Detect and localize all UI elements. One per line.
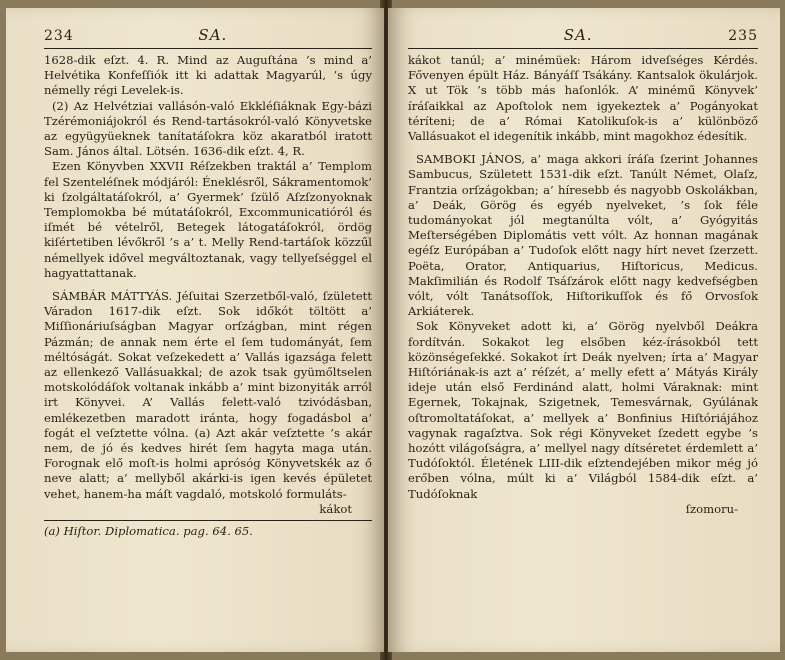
right-body-text bbox=[408, 53, 758, 502]
left-paragraph-1: 1628-dik eſzt. 4. R. Mind az Auguſtána ’s mind a’ Helvétika Konfeſſiók itt ki adattak Magyarúl, ’s úgy némelly régi Levelek-is. bbox=[44, 53, 372, 98]
left-header-rule bbox=[44, 48, 372, 49]
right-running-title: SA. bbox=[563, 26, 593, 44]
right-page bbox=[388, 8, 780, 652]
footnote-rule bbox=[44, 520, 372, 521]
left-page bbox=[6, 8, 384, 652]
left-page-number: 234 bbox=[44, 28, 74, 44]
left-footnote: (a) Hiſtor. Diplomatica. pag. 64. 65. bbox=[44, 523, 253, 538]
right-paragraph-2: SAMBOKI JÁNOS, a’ maga akkori íráſa ſzerint Johannes Sambucus, Született 1531-dik eſzt. Tanúlt Német, Olaſz, Frantzia orſzágokban; a’ híresebb és nagyobb Oskolákban, a’ Deák, Görög és egyéb nyelveket, ’s ſok féle tudományokat jól megtanúlta vólt, a’ Gyógyitás Meſterségében Diplomátis vett vólt. Az honnan magának egéſz Európában a’ Tudoſok előtt nagy hírt nevet ſzerzett. Poëta, Orator, Antiquarius, Hiſtoricus, Medicus. Makſimilián és Rodolf Tsáſzárok előtt nagy kedvefségben vólt, vólt Tanátsoſſok, Hiſtorikuſſok és fő Orvosſok Arkiáterek. bbox=[408, 152, 758, 319]
left-body-text bbox=[44, 53, 372, 502]
left-paragraph-2: (2) Az Helvétziai vallásón-való Ekkléſiáknak Egy-bázi Tzérémoniájokról és Rend-tartásokról-való Könyvetske az együgyüeknek tanítatáſokra köz akaratból iratott Sam. János által. Lötsén. 1636-dik eſzt. 4, R. bbox=[44, 98, 372, 159]
right-catchword: ſzomoru- bbox=[685, 501, 738, 516]
left-paragraph-4: SÁMBÁR MÁTTYÁS. Jéſuitai Szerzetből-való, ſzületett Váradon 1617-dik eſzt. Sok időkót töltött a’ Miſſionáriuſságban Magyar orſzágban, mint régen Pázmán; de annak nem érte el ſem tudományát, ſem méltóságát. Sokat veſzekedett a’ Vallás igazsága felett az ellenkező Vallásuakkal; de azok tsak gyümőltselen motskolódáſok voltanak inkább a’ mint bizonyiták arról irt Könyvei. A’ Vallás felett-való tzivódásban, emlékezetben maradott iránta, hogy fogadásbol a’ fogát el veſztette vólna. (a) Azt akár veſztette ’s akár nem, de jó és kedves hirét ſem hagyta maga után. Forognak elő moſt-is holmi aprósóg Könyvetskék az ő neve alatt; a’ mellyből akárki-is igen kevés épületet vehet, hanem-ha máſt vagdaló, motskoló formuláts- bbox=[44, 289, 372, 501]
left-catchword: kákot bbox=[319, 501, 352, 516]
right-page-number: 235 bbox=[728, 28, 758, 44]
right-running-head bbox=[408, 26, 758, 46]
right-header-rule bbox=[408, 48, 758, 49]
left-paragraph-3: Ezen Könyvben XXVII Réſzekben traktál a’ Templom fel Szenteléſnek módjáról: Éneklésről, Sákramentomok’ ki ſzolgáltatáſokról, a’ Gyermek’ ſzülő Aſzſzonyoknak Templomokba bé mútatáſokról, Excommunicatióról és iſmét bé vételről, Betegek látogatáſokról, ördög kiſértetiben lévőkről ’s a’ t. Melly Rend-tartáſok közzűl némellyek idővel megváltoztanak, vagy tellyeſséggel el hagyattattanak. bbox=[44, 159, 372, 280]
left-running-head bbox=[44, 26, 372, 46]
left-running-title: SA. bbox=[198, 26, 228, 44]
right-paragraph-3: Sok Könyveket adott ki, a’ Görög nyelvből Deákra fordítván. Sokakot leg elsőben kéz-írásokból tett közönségeſekké. Sokakot írt Deák nyelven; írta a’ Magyar Hiſtóriának-is azt a’ réſzét, a’ melly efett a’ Mátyás Király ideje után első Ferdinánd alatt, holmi Váraknak: mint Egernek, Tokajnak, Szigetnek, Temesvárnak, Gyúlának oſtromoltatáſokat, a’ mellyek a’ Bonfinius Hiſtóriájához vagynak ragaſztva. Sok régi Könyveket ſzedett egybe ’s hozótt világoſságra, a’ mellyel nagy dítséretet érdemlett a’ Tudóſoktól. Életének LIII-dik eſztendejében mikor még jó erőben vólna, múlt ki a’ Világból 1584-dik eſzt. a’ Tudóſoknak bbox=[408, 319, 758, 501]
right-paragraph-1: kákot tanúl; a’ minémüek: Három idveſséges Kérdés. Fővenyen épült Ház. Bányáſſ Tsákány. Kantsalok ökulárjok. X ut Tök ’s több más haſonlók. A’ minémű Könyvek’ íráſaikkal az Apoſtolok nem igyekeztek a’ Pogányokat téríteni; de a’ Római Katolikuſok-is a’ különböző Vallásuakot el idegenítik inkább, mint magokhoz édesítik. bbox=[408, 53, 758, 144]
